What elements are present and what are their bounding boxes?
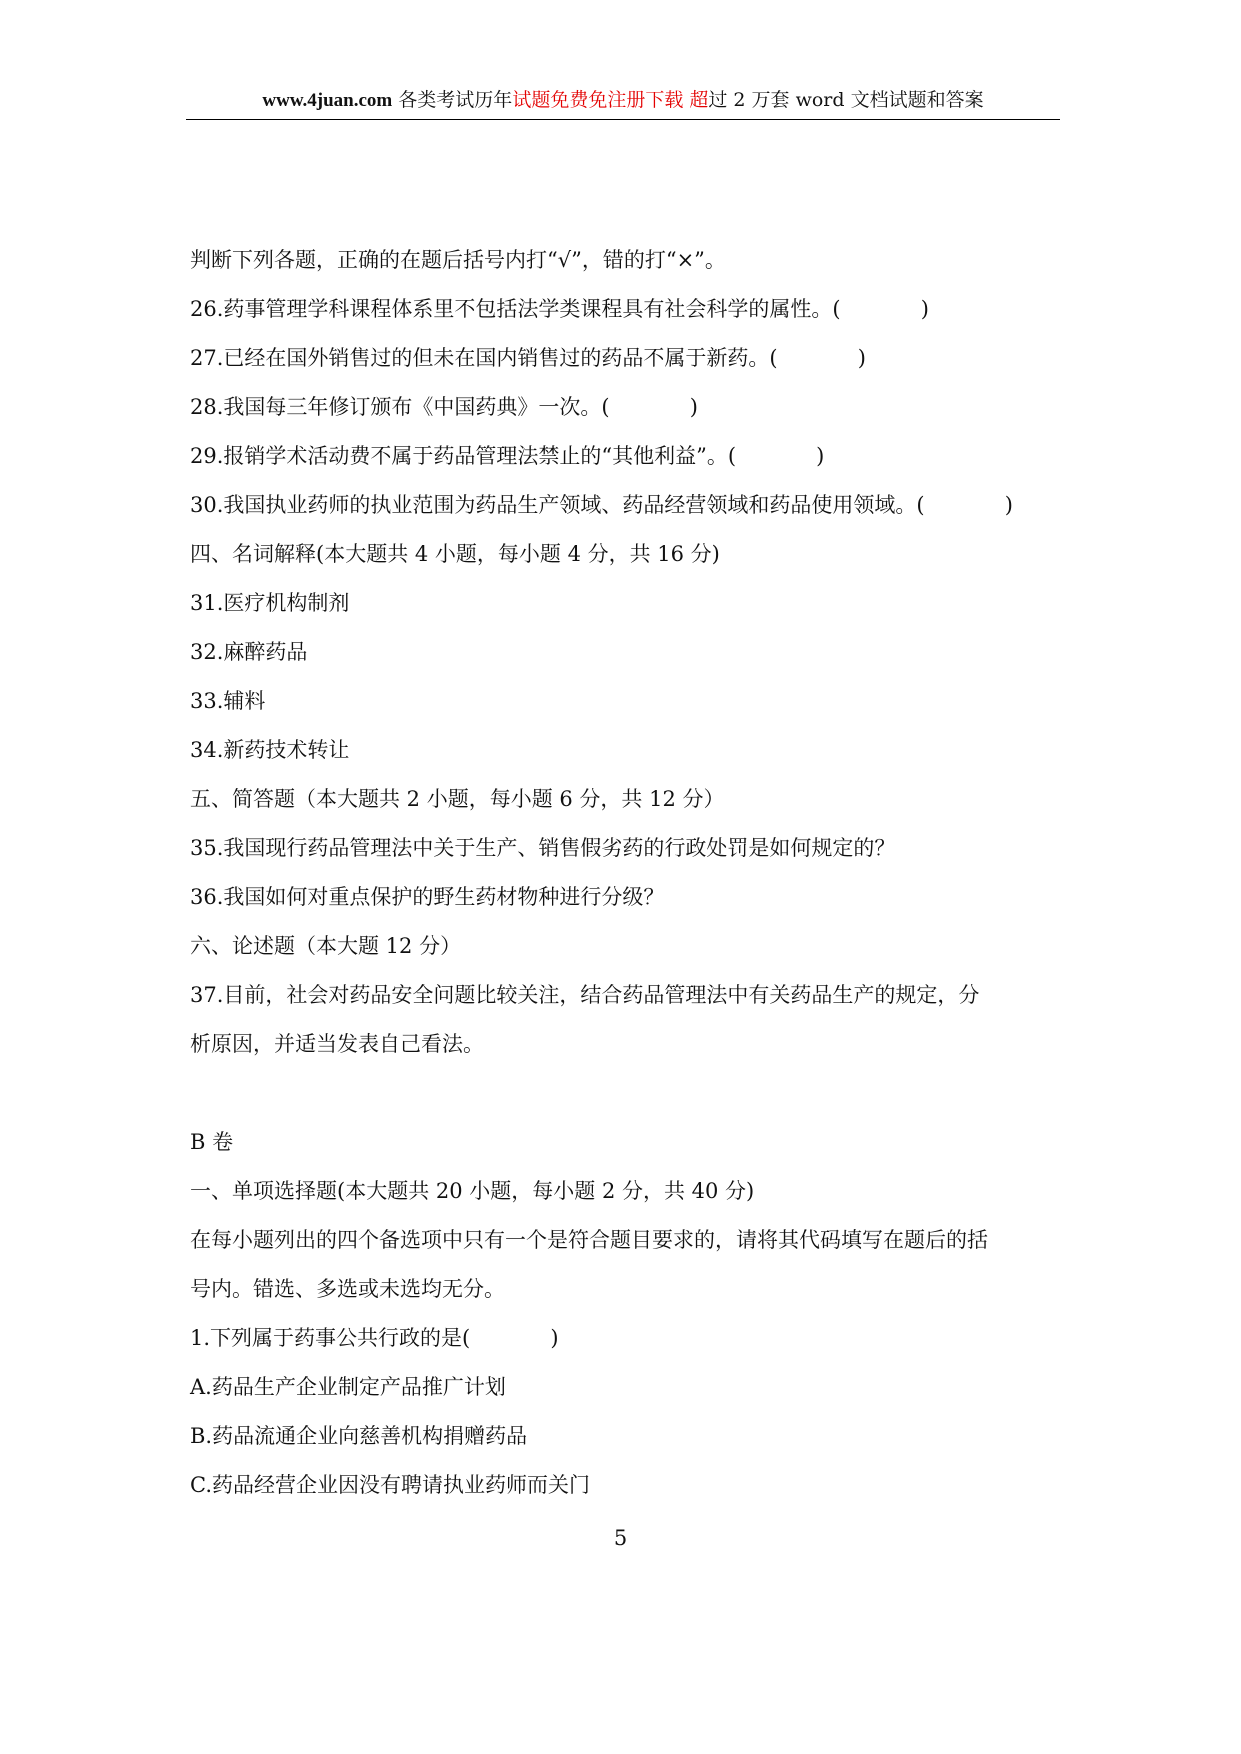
section-1-heading: 一、单项选择题(本大题共 20 小题，每小题 2 分，共 40 分) bbox=[190, 1179, 755, 1203]
page-number: 5 bbox=[613, 1526, 628, 1550]
paper-b-heading: B 卷 bbox=[190, 1130, 234, 1154]
question-33: 33.辅料 bbox=[190, 689, 266, 713]
question-26: 26.药事管理学科课程体系里不包括法学类课程具有社会科学的属性。( ) bbox=[190, 297, 929, 321]
header-text-2: 过 2 万套 word 文档试题和答案 bbox=[708, 89, 984, 111]
instruction-text: 判断下列各题，正确的在题后括号内打“√”，错的打“×”。 bbox=[190, 248, 726, 272]
section-4-heading: 四、名词解释(本大题共 4 小题，每小题 4 分，共 16 分) bbox=[190, 542, 720, 566]
option-c: C.药品经营企业因没有聘请执业药师而关门 bbox=[190, 1473, 590, 1497]
question-32: 32.麻醉药品 bbox=[190, 640, 308, 664]
question-27: 27.已经在国外销售过的但未在国内销售过的药品不属于新药。( ) bbox=[190, 346, 866, 370]
question-31: 31.医疗机构制剂 bbox=[190, 591, 350, 615]
question-34: 34.新药技术转让 bbox=[190, 738, 350, 762]
question-28: 28.我国每三年修订颁布《中国药典》一次。( ) bbox=[190, 395, 698, 419]
section-1-instructions-line-1: 在每小题列出的四个备选项中只有一个是符合题目要求的，请将其代码填写在题后的括 bbox=[190, 1228, 988, 1252]
question-37-line-1: 37.目前，社会对药品安全问题比较关注，结合药品管理法中有关药品生产的规定，分 bbox=[190, 983, 980, 1007]
question-30: 30.我国执业药师的执业范围为药品生产领域、药品经营领域和药品使用领域。( ) bbox=[190, 493, 1013, 517]
header-divider bbox=[186, 119, 1060, 120]
question-35: 35.我国现行药品管理法中关于生产、销售假劣药的行政处罚是如何规定的？ bbox=[190, 836, 896, 860]
option-b: B.药品流通企业向慈善机构捐赠药品 bbox=[190, 1424, 528, 1448]
question-29: 29.报销学术活动费不属于药品管理法禁止的“其他利益”。( ) bbox=[190, 444, 825, 468]
header-site-link[interactable]: www.4juan.com bbox=[262, 90, 393, 111]
section-6-heading: 六、论述题（本大题 12 分） bbox=[190, 934, 462, 958]
header-red-text-1: 试题免费免注册下载 bbox=[512, 89, 684, 111]
header-red-text-2: 超 bbox=[689, 89, 709, 111]
header-text-1: 各类考试历年 bbox=[398, 89, 513, 111]
page-header bbox=[186, 88, 1060, 113]
question-36: 36.我国如何对重点保护的野生药材物种进行分级？ bbox=[190, 885, 665, 909]
section-5-heading: 五、简答题（本大题共 2 小题，每小题 6 分，共 12 分） bbox=[190, 787, 725, 811]
option-a: A.药品生产企业制定产品推广计划 bbox=[190, 1375, 506, 1399]
question-1: 1.下列属于药事公共行政的是( ) bbox=[190, 1326, 559, 1350]
section-1-instructions-line-2: 号内。错选、多选或未选均无分。 bbox=[190, 1277, 505, 1301]
question-37-line-2: 析原因，并适当发表自己看法。 bbox=[190, 1032, 484, 1056]
